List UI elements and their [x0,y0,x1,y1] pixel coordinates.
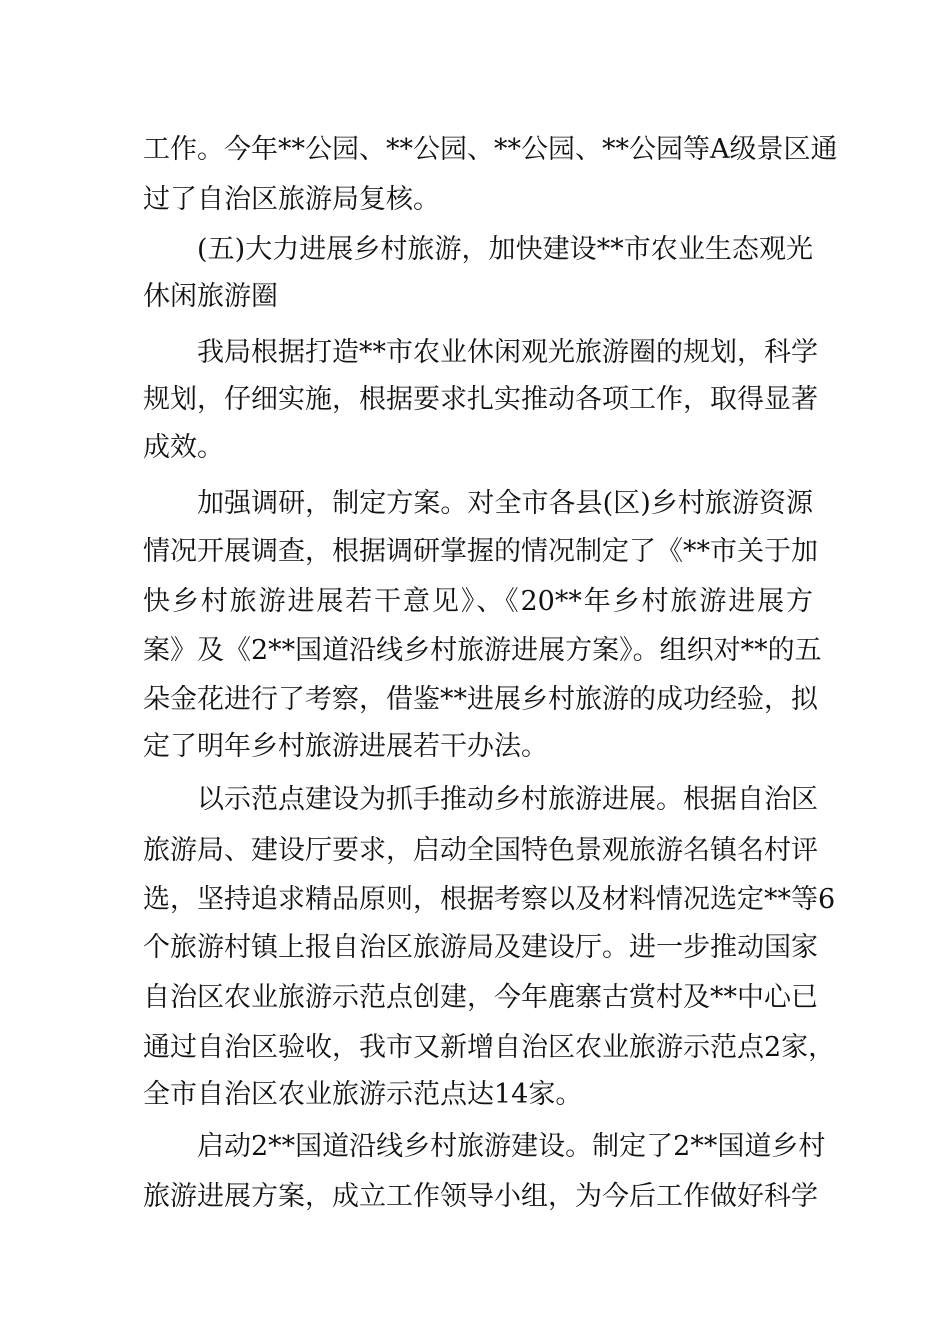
text-line: 我局根据打造**市农业休闲观光旅游圈的规划，科学 [197,337,818,368]
text-line: 规划，仔细实施，根据要求扎实推动各项工作，取得显著 [143,384,818,415]
text-line: 工作。今年**公园、**公园、**公园、**公园等A级景区通 [143,134,838,165]
text-line: 成效。 [143,432,224,463]
section-heading: 休闲旅游圈 [143,281,278,312]
text-line: 案》及《2**国道沿线乡村旅游进展方案》。组织对**的五 [143,635,822,666]
text-line: 朵金花进行了考察，借鉴**进展乡村旅游的成功经验，拟 [143,684,818,715]
text-line: 全市自治区农业旅游示范点达14家。 [143,1079,583,1110]
section-heading: (五)大力进展乡村旅游，加快建设**市农业生态观光 [197,234,813,265]
text-line: 自治区农业旅游示范点创建，今年鹿寨古赏村及**中心已 [143,982,818,1013]
text-line: 情况开展调查，根据调研掌握的情况制定了《**市关于加 [143,536,818,567]
text-line: 旅游局、建设厅要求，启动全国特色景观旅游名镇名村评 [143,835,818,866]
text-line: 加强调研，制定方案。对全市各县(区)乡村旅游资源 [197,488,813,519]
text-line: 以示范点建设为抓手推动乡村旅游进展。根据自治区 [197,784,818,815]
text-line: 个旅游村镇上报自治区旅游局及建设厅。进一步推动国家 [143,932,818,963]
text-line: 旅游进展方案，成立工作领导小组，为今后工作做好科学 [143,1181,818,1212]
text-line: 选，坚持追求精品原则，根据考察以及材料情况选定**等6 [143,884,836,915]
text-line: 定了明年乡村旅游进展若干办法。 [143,731,548,762]
text-line: 启动2**国道沿线乡村旅游建设。制定了2**国道乡村 [197,1131,826,1162]
text-line: 快乡村旅游进展若干意见》、《20**年乡村旅游进展方 [143,586,813,617]
text-line: 通过自治区验收，我市又新增自治区农业旅游示范点2家， [143,1032,836,1063]
text-line: 过了自治区旅游局复核。 [143,184,440,215]
